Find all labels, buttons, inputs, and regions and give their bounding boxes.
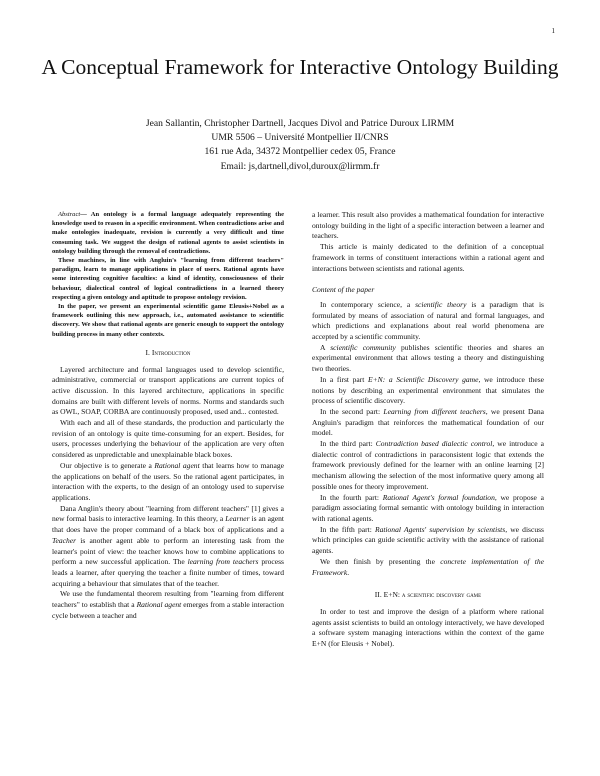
body-paragraph: This article is mainly dedicated to the definition of a conceptual framework in terms of constituent interactions within a rational agent and interactions between scientists and rational agents.: [312, 242, 544, 273]
abstract-paragraph: These machines, in line with Angluin's "learning from different teachers" paradigm, learn to manage applications in place of users. Rational agents have some interesting cognitive faculties: a kind of identity, consciousness of their behaviour, dialectical control of logical contradictions in a learned theory respecting a given ontology and aptitude to propose ontology revision.: [52, 257, 284, 301]
page-number: 1: [551, 27, 555, 35]
text-run: In the fifth part:: [320, 524, 375, 534]
author-affiliation: UMR 5506 – Université Montpellier II/CNRS: [211, 132, 389, 144]
body-paragraph: [312, 439, 544, 493]
section-number: I.: [145, 347, 150, 357]
text-run: , we present Dana Angluin's paradigm that reinforces the mathematical foundation of our model.: [312, 406, 544, 438]
body-paragraph: [312, 407, 544, 439]
emphasis: Learner: [225, 514, 250, 524]
body-paragraph: In order to test and improve the design of a platform where rational agents assist scientists to build an ontology interactively, we have developed a software system managing interactions within the context of the game E+N (for Eleusis + Nobel).: [312, 606, 544, 649]
text-run: is another agent able to perform an interesting task from the learner's point of view: the teacher knows how to combine applications to perform a new successful application. The: [52, 535, 284, 567]
emphasis: Teacher: [52, 535, 77, 545]
emphasis: Rational Agents' supervision by scientists: [374, 524, 506, 534]
body-paragraph: [312, 525, 544, 557]
emphasis: E+N: a Scientific Discovery game: [367, 374, 479, 384]
text-run: In contemporary science, a: [320, 299, 416, 309]
section-heading-game: [312, 590, 544, 601]
body-paragraph: a learner. This result also provides a mathematical foundation for interactive ontology building in the light of a specific interaction between a learner and teachers.: [312, 210, 544, 241]
text-run: is an agent that does have the proper command of a black box of applications and a: [52, 514, 284, 535]
abstract-text: — An ontology is a formal language adequately representing the knowledge used to reason in a specific environment. When contradictions arise and make ontologies inadequate, revision is currently a very difficult and time consuming task. We suggest the design of rational agents to assist scientists in ontology building through the removal of contradictions.: [52, 211, 284, 255]
section-title: Introduction: [151, 347, 191, 357]
emphasis: concrete implementation of the Framework: [312, 556, 545, 577]
text-run: Our objective is to generate a: [60, 460, 155, 470]
section-number: II.: [374, 590, 382, 600]
abstract-paragraph: [52, 210, 284, 256]
text-run: that learns how to manage the applications on behalf of the users. So the rational agent participates, in interaction with the experts, to the design of an ontology used to supervise applications.: [52, 460, 285, 502]
paper-title: A Conceptual Framework for Interactive Ontology Building: [41, 55, 559, 79]
body-paragraph: [312, 375, 544, 407]
author-block: [40, 117, 560, 174]
body-paragraph: [52, 589, 284, 621]
text-run: In the third part:: [320, 439, 376, 449]
author-names: Jean Sallantin, Christopher Dartnell, Jacques Divol and Patrice Duroux LIRMM: [145, 118, 455, 129]
emphasis: Rational agent: [154, 460, 200, 470]
section-heading-introduction: [52, 348, 284, 359]
subsection-heading: Content of the paper: [312, 285, 375, 295]
text-run: Dana Anglin's theory about "learning from different teachers" [1] gives a new formal basis to interactive learning. In this theory, a: [52, 503, 284, 524]
body-paragraph: [312, 493, 544, 525]
body-paragraph: [312, 343, 544, 375]
section-title: E+N: a scientific discovery game: [383, 590, 482, 600]
emphasis: Learning from different teachers: [383, 406, 486, 416]
emphasis: Rational Agent's formal foundation: [382, 492, 495, 502]
text-run: , we discuss which principles can guide scientific activity with the assistance of rational agents.: [312, 524, 544, 556]
emphasis: Rational agent: [136, 600, 182, 610]
text-run: , we introduce these notions by describing an experimental environment that simulates the process of scientific discovery.: [312, 374, 545, 406]
right-column: [312, 210, 544, 650]
text-run: , we propose a paradigm associating formal semantic with ontology building in interaction with rational agents.: [312, 492, 545, 523]
emphasis: learning from teachers: [187, 557, 259, 567]
text-run: We then finish by presenting the: [320, 556, 441, 566]
abstract-label: Abstract: [58, 211, 81, 218]
body-paragraph: Layered architecture and formal languages used to develop scientific, administrative, commercial or transport applications are current topics of active discussion. In this layered architecture, applications in specific domains are built with different levels of norms. Norms and standards such as OWL, SOAP, CORBA are continuously proposed, used and... contested.: [52, 364, 284, 417]
body-paragraph: [52, 461, 284, 504]
text-run: , we introduce a dialectic control of contradictions in paraconsistent logic that extends the framework previously defined for the learner with an online learning [2] mechanism allowing the selection of the most informative query among all possible ones for theory improvement.: [312, 439, 544, 491]
text-run: emerges from a stable interaction cycle between a teacher and: [52, 600, 284, 620]
text-run: In a first part: [320, 374, 368, 384]
text-run: .: [347, 567, 350, 577]
emphasis: scientific community: [330, 342, 396, 352]
emphasis: scientific theory: [415, 299, 467, 309]
author-email: Email: js,dartnell,divol,duroux@lirmm.fr: [220, 160, 380, 172]
abstract: [52, 210, 284, 339]
body-paragraph: [52, 504, 284, 590]
emphasis: Contradiction based dialectic control: [375, 439, 493, 449]
author-address: 161 rue Ada, 34372 Montpellier cedex 05, France: [204, 146, 396, 158]
text-run: is a paradigm that is formulated by means of association of natural and formal languages, and which predictions and explanations about real world phenomena are accepted by a scientific community.: [312, 299, 544, 342]
text-run: process leads a learner, after querying the teacher a finite number of times, toward acquiring a behaviour that simulates that of the teacher.: [52, 557, 284, 588]
left-column: [52, 210, 284, 621]
text-run: In the second part:: [320, 406, 384, 416]
abstract-paragraph: In the paper, we present an experimental scientific game Eleusis+Nobel as a framework outlining this new approach, i.e., automated assistance to scientific discovery. We show that rational agents are generic enough to support the ontology building process in many other contexts.: [52, 303, 284, 338]
text-run: We use the fundamental theorem resulting from "learning from different teachers" to establish that a: [52, 589, 284, 610]
body-paragraph: [312, 300, 544, 343]
body-paragraph: With each and all of these standards, the production and particularly the revision of an ontology is quite time-consuming for an expert. Besides, for users, processes underlying the behaviour of the application are very often considered as unpredictable and unexplainable black boxes.: [52, 418, 284, 460]
text-run: publishes scientific theories and shares an experimental environment that allows testing a theory and distinguishing two theories.: [312, 342, 545, 374]
body-paragraph: [312, 557, 544, 578]
text-run: A: [320, 342, 331, 352]
text-run: In the fourth part:: [320, 492, 383, 502]
